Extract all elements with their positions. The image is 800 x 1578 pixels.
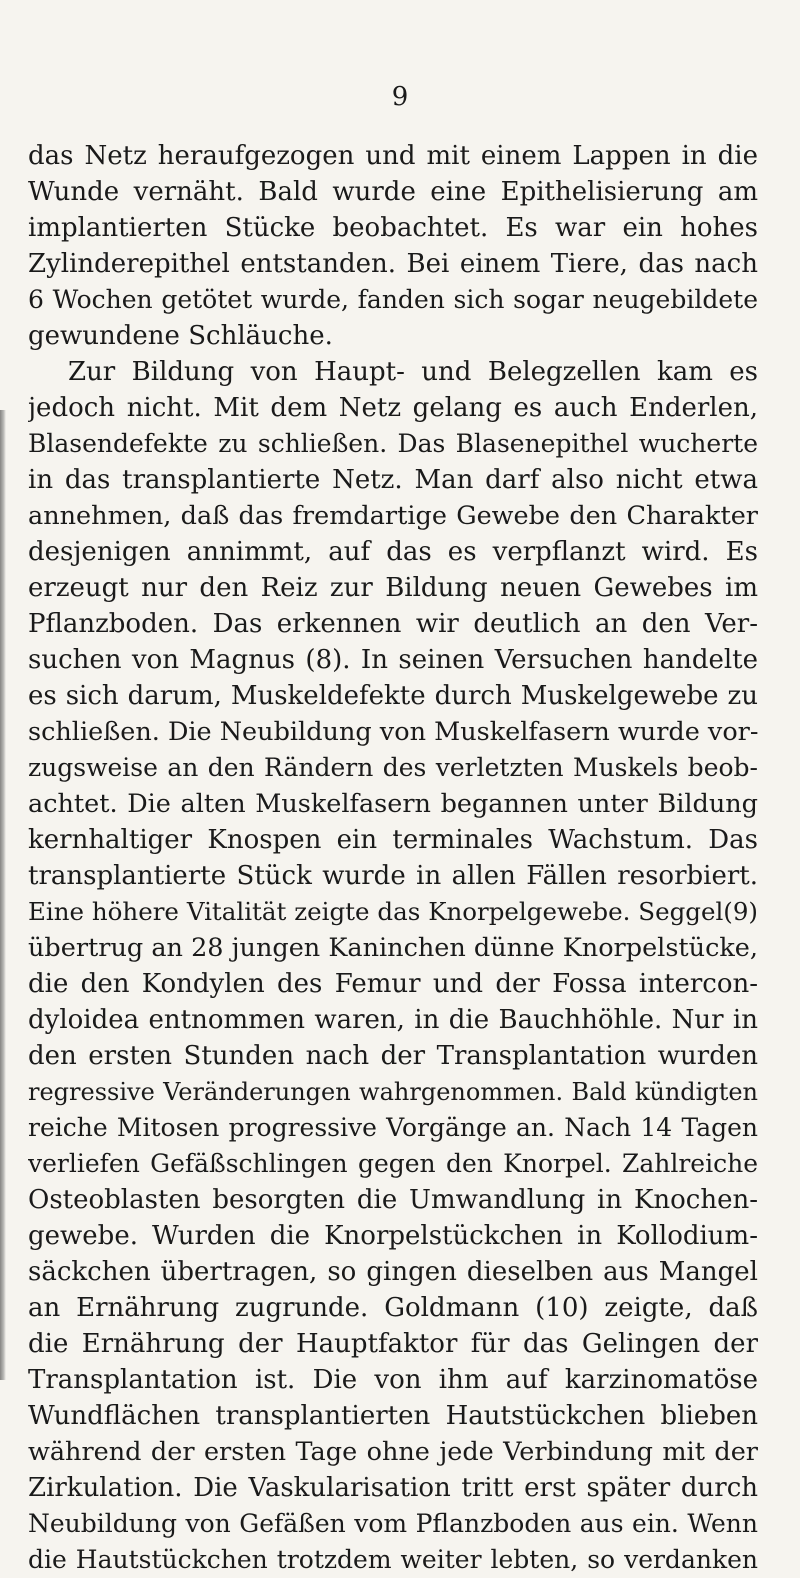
text-line: übertrug an 28 jungen Kaninchen dünne Knorpelstücke, xyxy=(28,933,758,963)
text-line: 6 Wochen getötet wurde, fanden sich sogar neugebildete xyxy=(28,285,758,314)
text-line: säckchen übertragen, so gingen dieselben aus Mangel xyxy=(28,1257,758,1287)
text-line: gewebe. Wurden die Knorpelstückchen in Kollodium- xyxy=(28,1221,758,1251)
text-line: Zirkulation. Die Vaskularisation tritt erst später durch xyxy=(28,1473,758,1503)
body-text xyxy=(28,138,758,1578)
text-line: desjenigen annimmt, auf das es verpflanzt wird. Es xyxy=(28,537,758,567)
page-number: 9 xyxy=(391,82,409,112)
text-line: Wundflächen transplantierten Hautstückchen blieben xyxy=(28,1401,758,1431)
text-line: an Ernährung zugrunde. Goldmann (10) zeigte, daß xyxy=(28,1293,758,1323)
text-line: Pflanzboden. Das erkennen wir deutlich an den Ver- xyxy=(28,609,758,639)
text-line: Blasendefekte zu schließen. Das Blasenepithel wucherte xyxy=(28,429,758,458)
text-line: die den Kondylen des Femur und der Fossa intercon- xyxy=(28,969,758,999)
text-line: zugsweise an den Rändern des verletzten Muskels beob- xyxy=(28,753,758,782)
text-line: erzeugt nur den Reiz zur Bildung neuen Gewebes im xyxy=(28,573,758,603)
text-line: gewundene Schläuche. xyxy=(28,321,333,351)
text-line: reiche Mitosen progressive Vorgänge an. Nach 14 Tagen xyxy=(28,1113,758,1142)
text-line: transplantierte Stück wurde in allen Fällen resorbiert. xyxy=(28,861,758,891)
text-line: Eine höhere Vitalität zeigte das Knorpelgewebe. Seggel(9) xyxy=(28,897,758,926)
text-line: verliefen Gefäßschlingen gegen den Knorpel. Zahlreiche xyxy=(28,1149,758,1178)
text-line: annehmen, daß das fremdartige Gewebe den Charakter xyxy=(28,501,758,531)
text-line: es sich darum, Muskeldefekte durch Muskelgewebe zu xyxy=(28,681,758,711)
text-line: Wunde vernäht. Bald wurde eine Epithelisierung am xyxy=(28,177,758,207)
text-line: Neubildung von Gefäßen vom Pflanzboden aus ein. Wenn xyxy=(28,1509,758,1538)
text-line: die Ernährung der Hauptfaktor für das Gelingen der xyxy=(28,1329,758,1359)
text-line: den ersten Stunden nach der Transplantation wurden xyxy=(28,1041,758,1071)
text-line: in das transplantierte Netz. Man darf also nicht etwa xyxy=(28,465,758,495)
text-line: während der ersten Tage ohne jede Verbindung mit der xyxy=(28,1437,758,1467)
text-line: suchen von Magnus (8). In seinen Versuchen handelte xyxy=(28,645,758,675)
text-line: achtet. Die alten Muskelfasern begannen unter Bildung xyxy=(28,789,758,819)
text-line: dyloidea entnommen waren, in die Bauchhöhle. Nur in xyxy=(28,1005,758,1035)
text-line: die Hautstückchen trotzdem weiter lebten, so verdanken xyxy=(28,1545,758,1574)
text-line: implantierten Stücke beobachtet. Es war ein hohes xyxy=(28,213,758,243)
text-line: regressive Veränderungen wahrgenommen. Bald kündigten xyxy=(28,1078,758,1106)
page-binding-edge xyxy=(0,410,6,1380)
text-line: schließen. Die Neubildung von Muskelfasern wurde vor- xyxy=(28,717,758,747)
text-line: Zur Bildung von Haupt- und Belegzellen kam es xyxy=(68,357,758,387)
text-line: kernhaltiger Knospen ein terminales Wachstum. Das xyxy=(28,825,758,855)
text-line: Zylinderepithel entstanden. Bei einem Tiere, das nach xyxy=(28,249,758,279)
text-line: jedoch nicht. Mit dem Netz gelang es auch Enderlen, xyxy=(28,393,758,423)
text-line: Transplantation ist. Die von ihm auf karzinomatöse xyxy=(28,1365,758,1395)
text-line: Osteoblasten besorgten die Umwandlung in Knochen- xyxy=(28,1185,758,1215)
text-line: das Netz heraufgezogen und mit einem Lappen in die xyxy=(28,141,758,171)
